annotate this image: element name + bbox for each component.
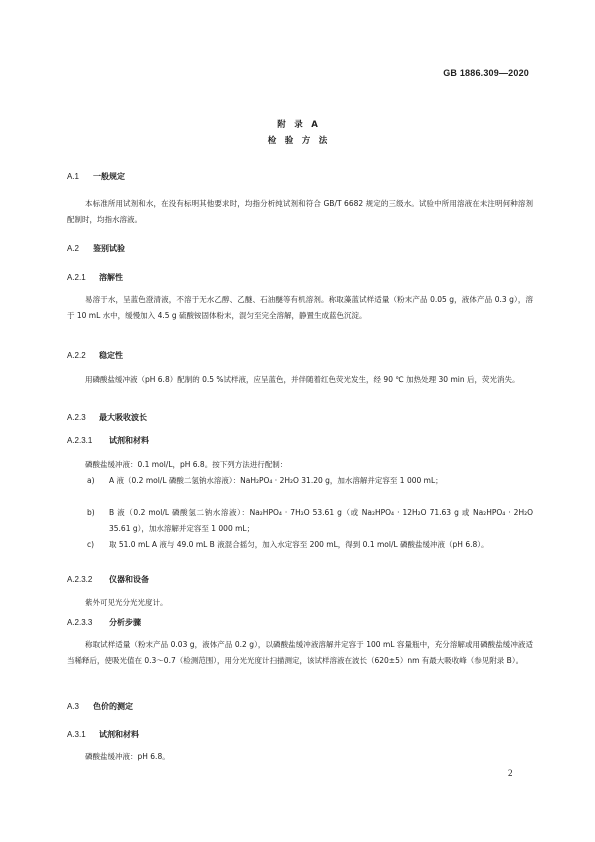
annex-title: 附 录 A bbox=[277, 120, 318, 130]
section-a31-heading: A.3.1 试剂和材料 bbox=[67, 730, 139, 739]
annex-subtitle: 检 验 方 法 bbox=[267, 136, 328, 146]
section-a231-paragraph: 磷酸盐缓冲液：0.1 mol/L，pH 6.8。按下列方法进行配制： bbox=[85, 460, 288, 469]
section-a22-heading: A.2.2 稳定性 bbox=[67, 351, 123, 360]
section-a1-heading: A.1 一般规定 bbox=[67, 172, 125, 181]
section-a231-heading: A.2.3.1 试剂和材料 bbox=[67, 436, 149, 445]
standard-number: GB 1886.309—2020 bbox=[443, 68, 529, 78]
section-a233-heading: A.2.3.3 分析步骤 bbox=[67, 618, 141, 627]
section-a232-paragraph: 紫外可见光分光光度计。 bbox=[85, 598, 168, 607]
section-a1-paragraph: 本标准所用试剂和水，在没有标明其他要求时，均指分析纯试剂和符合 GB/T 6682 规定的三级水。试验中所用溶液在未注明何种溶剂配制时，均指水溶液。 bbox=[67, 199, 533, 224]
section-a3-heading: A.3 色价的测定 bbox=[67, 702, 133, 711]
section-a233-paragraph: 称取试样适量（粉末产品 0.03 g，液体产品 0.2 g），以磷酸盐缓冲液溶解并定容于 100 mL 容量瓶中，充分溶解或用磷酸盐缓冲液适当稀释后，使吸光值在 0.3～0.7（检测范围），用分光光度计扫描测定，该试样溶液在波长（620±5）nm 有最大吸收峰（参见附录 B）。 bbox=[67, 640, 533, 665]
list-item: b) B 液（0.2 mol/L 磷酸氢二钠水溶液）：Na₂HPO₄ · 7H₂O 53.61 g（或 Na₂HPO₄ · 12H₂O 71.63 g 或 Na₂HPO₄ · 2H₂O 35.61 g），加水溶解并定容至 1 000 mL； bbox=[87, 508, 533, 533]
section-a22-paragraph: 用磷酸盐缓冲液（pH 6.8）配制的 0.5 %试样液，应呈蓝色，并伴随着红色荧光发生，经 90 ℃ 加热处理 30 min 后，荧光消失。 bbox=[85, 375, 520, 384]
page-number: 2 bbox=[508, 768, 513, 778]
list-item: c) 取 51.0 mL A 液与 49.0 mL B 液混合摇匀，加入水定容至 200 mL，得到 0.1 mol/L 磷酸盐缓冲液（pH 6.8）。 bbox=[87, 540, 489, 549]
section-a21-heading: A.2.1 溶解性 bbox=[67, 273, 123, 282]
section-a21-paragraph: 易溶于水，呈蓝色澄清液，不溶于无水乙醇、乙醚、石油醚等有机溶剂。称取藻蓝试样适量（粉末产品 0.05 g，液体产品 0.3 g），溶于 10 mL 水中，缓慢加入 4.5 g 硫酸铵固体粉末，混匀至完全溶解，静置生成蓝色沉淀。 bbox=[67, 295, 533, 320]
section-a232-heading: A.2.3.2 仪器和设备 bbox=[67, 575, 149, 584]
list-item: a) A 液（0.2 mol/L 磷酸二氢钠水溶液）：NaH₂PO₄ · 2H₂O 31.20 g，加水溶解并定容至 1 000 mL； bbox=[87, 476, 443, 485]
section-a2-heading: A.2 鉴别试验 bbox=[67, 244, 125, 253]
section-a23-heading: A.2.3 最大吸收波长 bbox=[67, 413, 147, 422]
section-a31-paragraph: 磷酸盐缓冲液：pH 6.8。 bbox=[85, 752, 170, 761]
